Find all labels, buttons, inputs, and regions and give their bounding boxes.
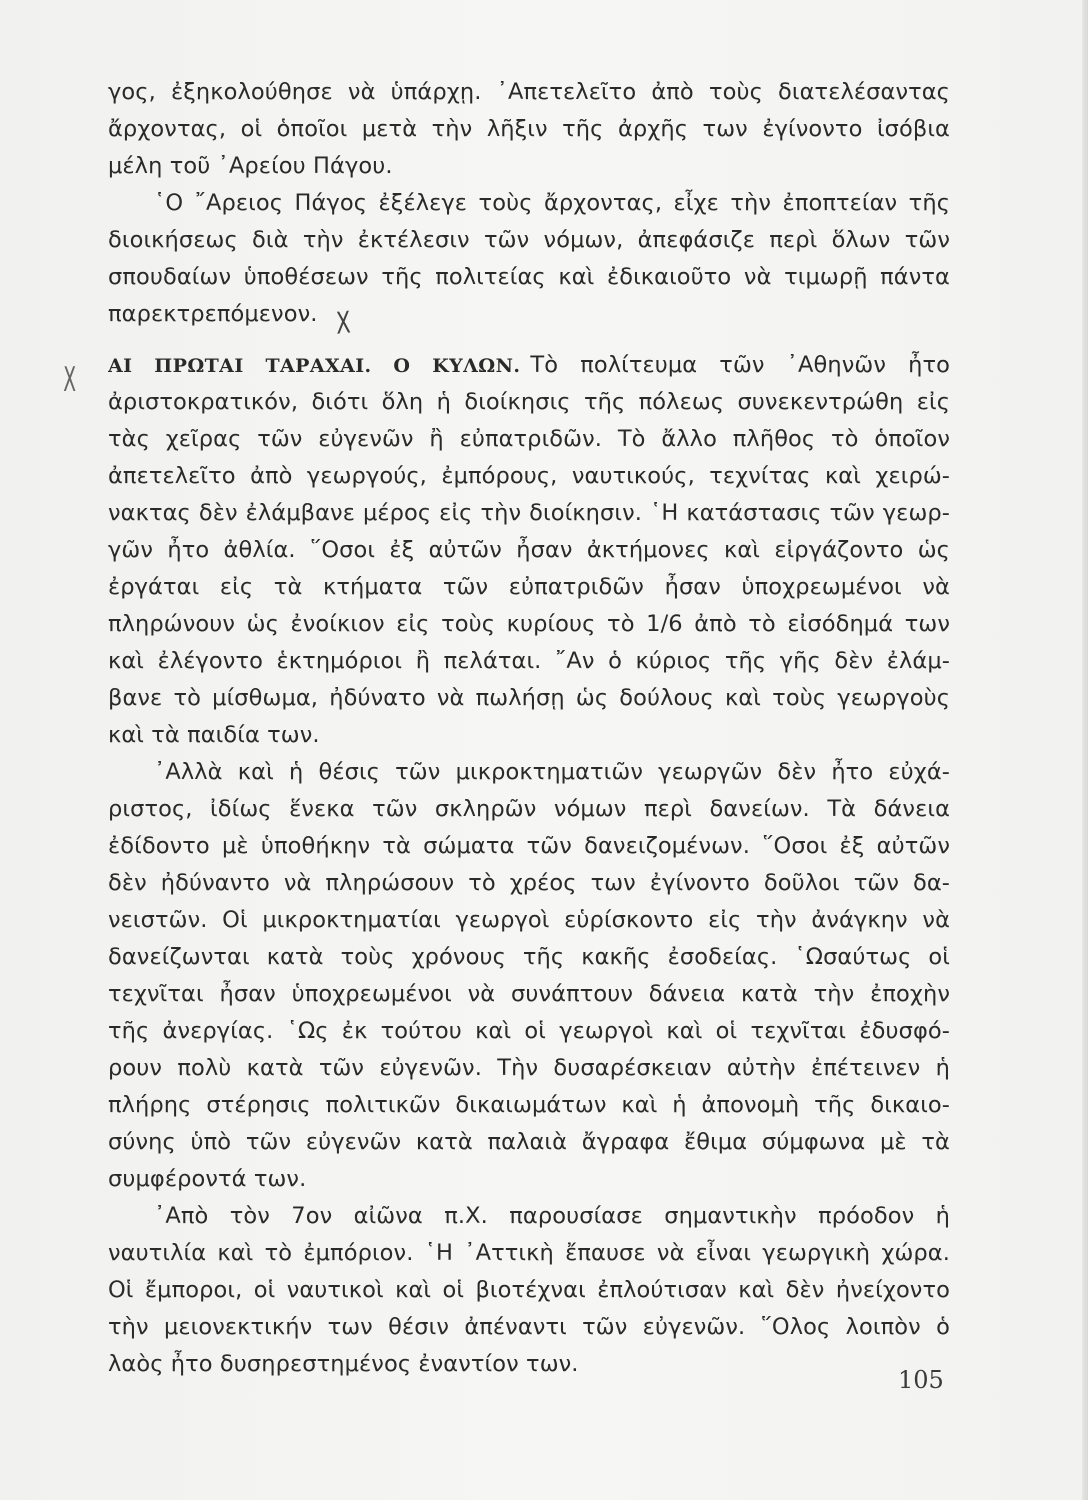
text-line: ᾿Αλλὰ καὶ ἡ θέσις τῶν μικροκτηματιῶν γεωργῶν δὲν ἦτο εὐχά- <box>154 759 950 785</box>
text-line: Οἱ ἔμποροι, οἱ ναυτικοὶ καὶ οἱ βιοτέχναι ἐπλούτισαν καὶ δὲν ἠνείχοντο <box>108 1277 950 1303</box>
text-line: τῆς ἀνεργίας. ῾Ως ἐκ τούτου καὶ οἱ γεωργοὶ καὶ οἱ τεχνῖται ἐδυσφό- <box>108 1018 950 1044</box>
paragraph-1 <box>108 74 950 185</box>
text-line: ρουν πολὺ κατὰ τῶν εὐγενῶν. Τὴν δυσαρέσκειαν αὐτὴν ἐπέτεινεν ἡ <box>108 1055 950 1081</box>
text-line: τὴν μειονεκτικήν των θέσιν ἀπέναντι τῶν εὐγενῶν. ῞Ολος λοιπὸν ὁ <box>108 1314 950 1340</box>
text-line: παρεκτρεπόμενον. <box>108 301 318 327</box>
text-line: ναυτιλία καὶ τὸ ἐμπόριον. ῾Η ᾿Αττικὴ ἔπαυσε νὰ εἶναι γεωργικὴ χώρα. <box>108 1240 950 1266</box>
text-line: βανε τὸ μίσθωμα, ἠδύνατο νὰ πωλήσῃ ὡς δούλους καὶ τοὺς γεωργοὺς <box>108 685 950 711</box>
text-line: συμφέροντά των. <box>108 1166 307 1192</box>
paragraph-4 <box>108 754 950 1198</box>
text-line: καὶ ἐλέγοντο ἑκτημόριοι ἢ πελάται. ῎Αν ὁ κύριος τῆς γῆς δὲν ἐλάμ- <box>108 648 950 674</box>
text-line: δανείζωνται κατὰ τοὺς χρόνους τῆς κακῆς ἐσοδείας. ῾Ωσαύτως οἱ <box>108 944 950 970</box>
text-line: ἀπετελεῖτο ἀπὸ γεωργούς, ἐμπόρους, ναυτικούς, τεχνίτας καὶ χειρώ- <box>108 463 950 489</box>
text-line: νειστῶν. Οἱ μικροκτηματίαι γεωργοὶ εὑρίσκοντο εἰς τὴν ἀνάγκην νὰ <box>108 907 950 933</box>
paragraph-5 <box>108 1198 950 1383</box>
section-heading: ΑΙ ΠΡΩΤΑΙ ΤΑΡΑΧΑΙ. Ο ΚΥΛΩΝ. <box>108 355 521 377</box>
page-edge-shadow <box>1082 0 1088 1500</box>
body-text <box>108 74 950 1383</box>
text-line: γῶν ἦτο ἀθλία. ῞Οσοι ἐξ αὐτῶν ἦσαν ἀκτήμονες καὶ εἰργάζοντο ὡς <box>108 537 950 563</box>
text-line: ἄρχοντας, οἱ ὁποῖοι μετὰ τὴν λῆξιν τῆς ἀρχῆς των ἐγίνοντο ἰσόβια <box>108 116 950 142</box>
section-heading-line <box>108 347 950 384</box>
text-line: πληρώνουν ὡς ἐνοίκιον εἰς τοὺς κυρίους τὸ 1/6 ἀπὸ τὸ εἰσόδημά των <box>108 611 950 637</box>
text-line: λαὸς ἦτο δυσηρεστημένος ἐναντίον των. <box>108 1351 579 1377</box>
text-line: ᾿Απὸ τὸν 7ον αἰῶνα π.Χ. παρουσίασε σημαντικὴν πρόοδον ἡ <box>154 1203 950 1229</box>
text-line: ριστος, ἰδίως ἕνεκα τῶν σκληρῶν νόμων περὶ δανείων. Τὰ δάνεια <box>108 796 950 822</box>
text-line: σύνης ὑπὸ τῶν εὐγενῶν κατὰ παλαιὰ ἄγραφα ἔθιμα σύμφωνα μὲ τὰ <box>108 1129 950 1155</box>
text-line: νακτας δὲν ἐλάμβανε μέρος εἰς τὴν διοίκησιν. ῾Η κατάστασις τῶν γεωρ- <box>108 500 950 526</box>
text-line: ῾Ο ῎Αρειος Πάγος ἐξέλεγε τοὺς ἄρχοντας, εἶχε τὴν ἐποπτείαν τῆς <box>154 190 950 216</box>
text-line: διοικήσεως διὰ τὴν ἐκτέλεσιν τῶν νόμων, ἀπεφάσιζε περὶ ὅλων τῶν <box>108 227 950 253</box>
text-line: ἀριστοκρατικόν, διότι ὅλη ἡ διοίκησις τῆς πόλεως συνεκεντρώθη εἰς <box>108 389 950 415</box>
text-run: Τὸ πολίτευμα τῶν ᾿Αθηνῶν ἦτο <box>530 352 950 378</box>
text-line: καὶ τὰ παιδία των. <box>108 722 320 748</box>
text-line: σπουδαίων ὑποθέσεων τῆς πολιτείας καὶ ἐδικαιοῦτο νὰ τιμωρῇ πάντα <box>108 264 950 290</box>
handwritten-x-mark: X <box>335 305 352 342</box>
page-number: 105 <box>898 1366 944 1394</box>
text-line: μέλη τοῦ ᾿Αρείου Πάγου. <box>108 153 393 179</box>
text-line: γος, ἐξηκολούθησε νὰ ὑπάρχῃ. ᾿Απετελεῖτο ἀπὸ τοὺς διατελέσαντας <box>108 79 950 105</box>
text-line: ἐδίδοντο μὲ ὑποθήκην τὰ σώματα τῶν δανειζομένων. ῞Οσοι ἐξ αὐτῶν <box>108 833 950 859</box>
text-line: τὰς χεῖρας τῶν εὐγενῶν ἢ εὐπατριδῶν. Τὸ ἄλλο πλῆθος τὸ ὁποῖον <box>108 426 950 452</box>
text-line: ἐργάται εἰς τὰ κτήματα τῶν εὐπατριδῶν ἦσαν ὑποχρεωμένοι νὰ <box>108 574 950 600</box>
paragraph-3 <box>108 347 950 754</box>
handwritten-x-margin-mark: X <box>63 360 77 400</box>
paragraph-2 <box>108 185 950 333</box>
text-line: δὲν ἠδύναντο νὰ πληρώσουν τὸ χρέος των ἐγίνοντο δοῦλοι τῶν δα- <box>108 870 950 896</box>
text-line: πλήρης στέρησις πολιτικῶν δικαιωμάτων καὶ ἡ ἀπονομὴ τῆς δικαιο- <box>108 1092 950 1118</box>
text-line: τεχνῖται ἦσαν ὑποχρεωμένοι νὰ συνάπτουν δάνεια κατὰ τὴν ἐποχὴν <box>108 981 950 1007</box>
